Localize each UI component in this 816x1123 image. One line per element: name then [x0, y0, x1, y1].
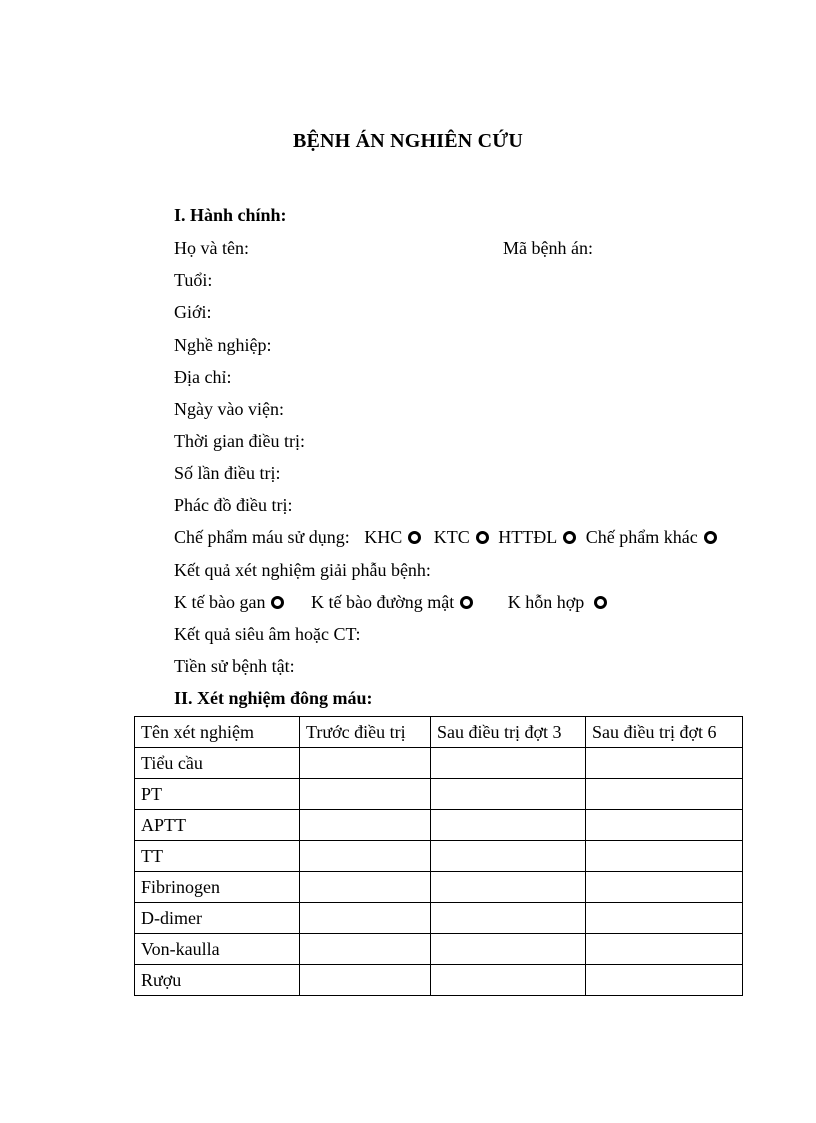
pathology-option-mixed[interactable]: K hỗn hợp: [508, 591, 608, 613]
value-cell[interactable]: [586, 810, 743, 841]
value-cell[interactable]: [300, 903, 431, 934]
treatment-protocol-label: Phác đồ điều trị:: [174, 495, 293, 515]
radio-circle-icon: [408, 531, 421, 544]
medical-history-label: Tiền sử bệnh tật:: [174, 656, 295, 676]
value-cell[interactable]: [586, 965, 743, 996]
value-cell[interactable]: [300, 779, 431, 810]
blood-products-row: [174, 526, 717, 548]
address-label: Địa chỉ:: [174, 367, 232, 387]
test-name-cell: Fibrinogen: [135, 872, 300, 903]
admission-date-label: Ngày vào viện:: [174, 399, 284, 419]
table-row: [135, 810, 743, 841]
value-cell[interactable]: [431, 934, 586, 965]
pathology-label: Kết quả xét nghiệm giải phẫu bệnh:: [174, 560, 431, 580]
value-cell[interactable]: [586, 903, 743, 934]
blood-option-khc[interactable]: KHC: [364, 526, 421, 548]
sex-label: Giới:: [174, 302, 212, 322]
value-cell[interactable]: [431, 810, 586, 841]
value-cell[interactable]: [300, 841, 431, 872]
table-row: [135, 965, 743, 996]
value-cell[interactable]: [586, 841, 743, 872]
section-heading-coagulation: II. Xét nghiệm đông máu:: [174, 688, 373, 708]
page-title: BỆNH ÁN NGHIÊN CỨU: [292, 130, 524, 152]
column-header: Trước điều trị: [300, 717, 431, 748]
value-cell[interactable]: [300, 965, 431, 996]
occupation-label: Nghề nghiệp:: [174, 335, 272, 355]
value-cell[interactable]: [431, 903, 586, 934]
test-name-cell: Rượu: [135, 965, 300, 996]
column-header: Sau điều trị đợt 3: [431, 717, 586, 748]
test-name-cell: PT: [135, 779, 300, 810]
value-cell[interactable]: [586, 748, 743, 779]
test-name-cell: Von-kaulla: [135, 934, 300, 965]
blood-option-other[interactable]: Chế phẩm khác: [586, 526, 717, 548]
radio-circle-icon: [271, 596, 284, 609]
imaging-result-label: Kết quả siêu âm hoặc CT:: [174, 624, 361, 644]
treatment-duration-label: Thời gian điều trị:: [174, 431, 305, 451]
radio-circle-icon: [460, 596, 473, 609]
pathology-options-row: [174, 591, 607, 613]
blood-products-label: Chế phẩm máu sử dụng:: [174, 527, 350, 547]
value-cell[interactable]: [431, 779, 586, 810]
blood-option-ktc[interactable]: KTC: [434, 526, 489, 548]
test-name-cell: APTT: [135, 810, 300, 841]
table-row: [135, 748, 743, 779]
value-cell[interactable]: [586, 872, 743, 903]
column-header: Sau điều trị đợt 6: [586, 717, 743, 748]
radio-circle-icon: [476, 531, 489, 544]
radio-circle-icon: [704, 531, 717, 544]
test-name-cell: D-dimer: [135, 903, 300, 934]
value-cell[interactable]: [300, 934, 431, 965]
blood-option-httdl[interactable]: HTTĐL: [498, 526, 576, 548]
table-row: [135, 841, 743, 872]
value-cell[interactable]: [586, 934, 743, 965]
table-row: [135, 872, 743, 903]
value-cell[interactable]: [300, 748, 431, 779]
table-row: [135, 903, 743, 934]
value-cell[interactable]: [300, 872, 431, 903]
name-label: Họ và tên:: [174, 238, 249, 258]
test-name-cell: Tiểu cầu: [135, 748, 300, 779]
treatment-count-label: Số lần điều trị:: [174, 463, 281, 483]
value-cell[interactable]: [431, 872, 586, 903]
coagulation-table: [134, 716, 743, 996]
value-cell[interactable]: [431, 748, 586, 779]
value-cell[interactable]: [586, 779, 743, 810]
radio-circle-icon: [594, 596, 607, 609]
table-row: [135, 934, 743, 965]
section-heading-administrative: I. Hành chính:: [174, 205, 287, 225]
value-cell[interactable]: [300, 810, 431, 841]
pathology-option-hepatocellular[interactable]: K tế bào gan: [174, 591, 284, 613]
value-cell[interactable]: [431, 965, 586, 996]
radio-circle-icon: [563, 531, 576, 544]
record-id-label: Mã bệnh án:: [503, 238, 593, 258]
table-header-row: [135, 717, 743, 748]
age-label: Tuổi:: [174, 270, 213, 290]
value-cell[interactable]: [431, 841, 586, 872]
table-row: [135, 779, 743, 810]
column-header: Tên xét nghiệm: [135, 717, 300, 748]
test-name-cell: TT: [135, 841, 300, 872]
pathology-option-cholangio[interactable]: K tế bào đường mật: [311, 591, 473, 613]
